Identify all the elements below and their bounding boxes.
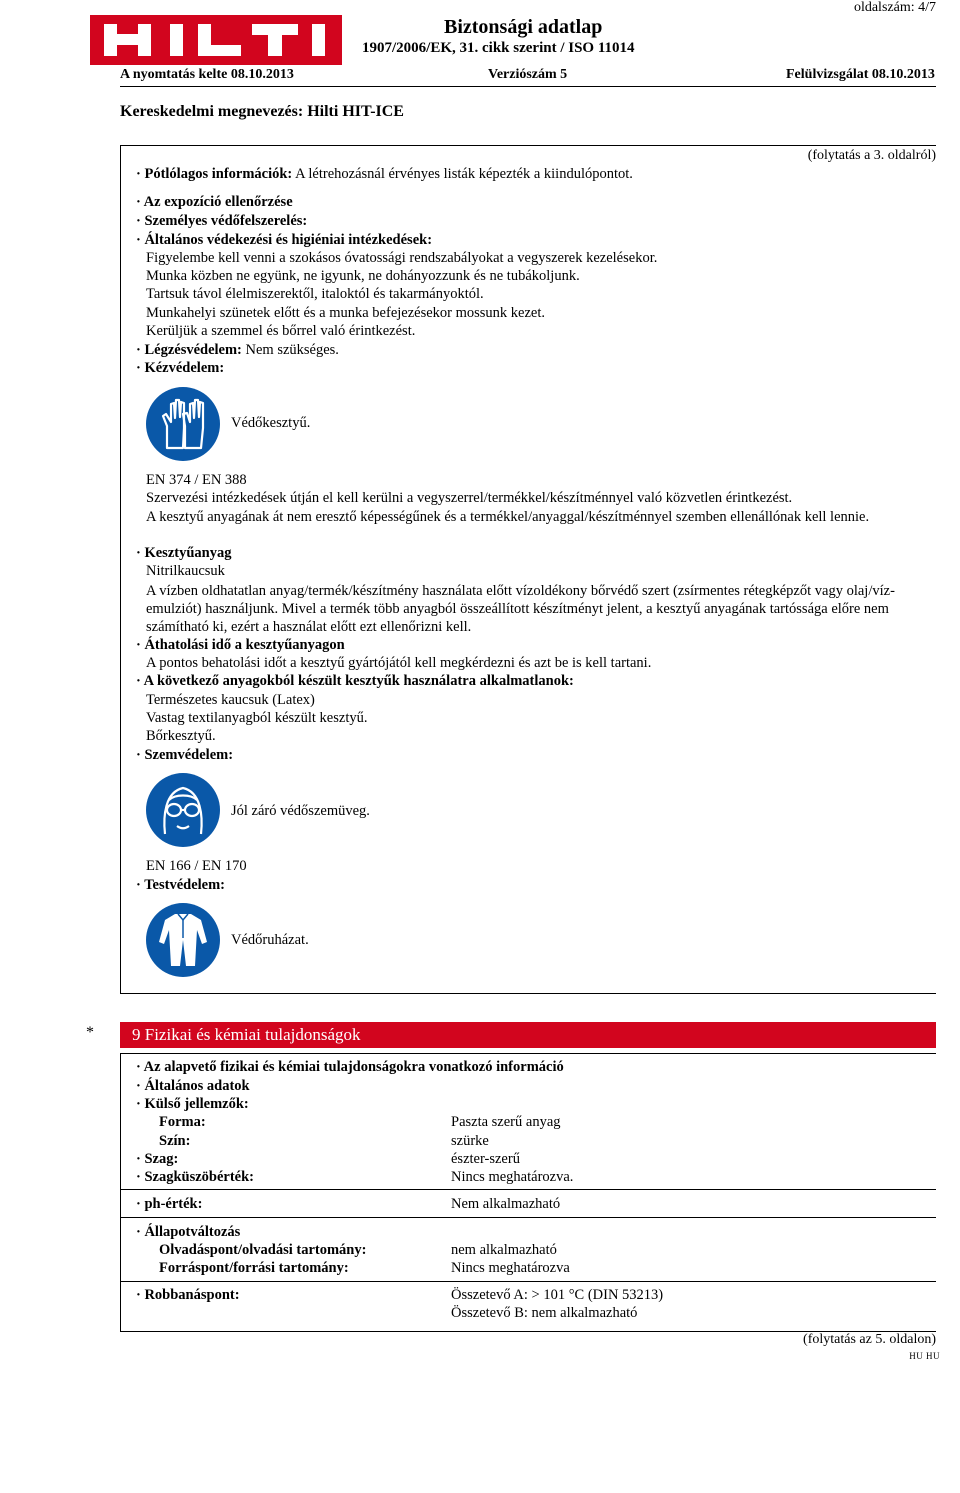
section-9-title: 9 Fizikai és kémiai tulajdonságok: [132, 1025, 361, 1044]
glove-material-paragraph: A vízben oldhatatlan anyag/termék/készítmény használata előtt vízoldékony bőrvédő szert (zsírmentes rétegképzőt vagy olaj/víz-emulziót) használjunk. Mivel a termék több anyagból összeállított készítményt jelent, a kesztyű anyagának tartóssága előre nem számítható ki, ezért a használat előtt ezt ellenőrizni kell.: [146, 583, 895, 635]
general-measure-line: Figyelembe kell venni a szokásos óvatossági rendszabályokat a vegyszerek kezelésekor.: [146, 250, 658, 266]
change-marker: *: [86, 1024, 94, 1041]
boiling-point-label: Forráspont/forrási tartomány:: [159, 1260, 349, 1276]
hand-standard: EN 374 / EN 388: [146, 472, 247, 488]
body-protection-heading: · Testvédelem:: [136, 877, 226, 893]
additional-info-label: · Pótlólagos információk:: [136, 166, 293, 182]
continued-to: (folytatás az 5. oldalon): [803, 1332, 936, 1347]
general-measure-line: Munkahelyi szünetek előtt és a munka befejezésekor mossunk kezet.: [146, 305, 546, 321]
organisational-measures: Szervezési intézkedések útján el kell kerülni a vegyszerrel/termékkel/készítménnyel való közvetlen érintkezést.: [146, 490, 793, 506]
hilti-logo: [90, 15, 342, 65]
additional-info: [136, 166, 633, 183]
revision-date: Felülvizsgálat 08.10.2013: [786, 67, 935, 82]
coverall-caption: Védőruházat.: [231, 932, 309, 948]
breakthrough-text: A pontos behatolási időt a kesztyű gyártójától kell megkérdezni és azt be is kell tartani.: [146, 655, 652, 671]
respiratory-label: · Légzésvédelem:: [136, 342, 242, 358]
row-divider: [120, 1281, 936, 1282]
eye-protection-heading: · Szemvédelem:: [136, 747, 234, 763]
odor-threshold-value: Nincs meghatározva.: [451, 1169, 574, 1185]
page-number: oldalszám: 4/7: [853, 0, 936, 15]
ph-label: · ph-érték:: [136, 1196, 203, 1212]
odor-value: észter-szerű: [451, 1151, 520, 1167]
respiratory-protection: [136, 342, 339, 359]
state-change-heading: · Állapotváltozás: [136, 1224, 241, 1240]
explosion-point-label: · Robbanáspont:: [136, 1287, 240, 1303]
melting-point-value: nem alkalmazható: [451, 1242, 557, 1258]
section-frame-top: [120, 145, 936, 146]
section-9-title-bar: [120, 1022, 936, 1048]
section9-frame-left: [120, 1053, 121, 1331]
row-divider: [120, 1217, 936, 1218]
coverall-icon: [145, 902, 221, 978]
unsuitable-gloves-heading: · A következő anyagokból készült kesztyűk használatra alkalmatlanok:: [136, 673, 574, 689]
respiratory-value: Nem szükséges.: [245, 342, 339, 358]
general-measure-line: Kerüljük a szemmel és bőrrel való érintkezést.: [146, 323, 416, 339]
glove-material-value: Nitrilkaucsuk: [146, 563, 225, 579]
goggles-caption: Jól záró védőszemüveg.: [231, 803, 370, 819]
trade-name: [120, 103, 404, 121]
goggles-icon: [145, 772, 221, 848]
ppe-heading: · Személyes védőfelszerelés:: [136, 213, 308, 229]
footer-language: HU HU: [909, 1351, 940, 1361]
continued-from: (folytatás a 3. oldalról): [807, 148, 936, 163]
regulation-reference: 1907/2006/EK, 31. cikk szerint / ISO 11014: [362, 40, 635, 56]
section9-frame-top: [120, 1053, 936, 1054]
hand-protection-heading: · Kézvédelem:: [136, 360, 225, 376]
general-measure-line: Munka közben ne együnk, ne igyunk, ne dohányozzunk és ne tubákoljunk.: [146, 268, 580, 284]
odor-threshold-label: · Szagküszöbérték:: [136, 1169, 255, 1185]
color-label: Szín:: [159, 1133, 191, 1149]
document-title: Biztonsági adatlap: [444, 16, 603, 38]
general-measures-heading: · Általános védekezési és higiéniai intézkedések:: [136, 232, 433, 248]
version-number: Verziószám 5: [488, 67, 568, 82]
appearance-heading: · Külső jellemzők:: [136, 1096, 249, 1112]
exposure-control-heading: · Az expozíció ellenőrzése: [136, 194, 293, 210]
gloves-caption: Védőkesztyű.: [231, 415, 311, 431]
trade-name-value: Hilti HIT-ICE: [307, 103, 404, 120]
melting-point-label: Olvadáspont/olvadási tartomány:: [159, 1242, 367, 1258]
ph-value: Nem alkalmazható: [451, 1196, 561, 1212]
breakthrough-heading: · Áthatolási idő a kesztyűanyagon: [136, 637, 345, 653]
unsuitable-glove-item: Bőrkesztyű.: [146, 728, 216, 744]
trade-name-label: Kereskedelmi megnevezés:: [120, 103, 304, 120]
gloves-icon: [145, 386, 221, 462]
section-frame-left: [120, 145, 121, 993]
general-measure-line: Tartsuk távol élelmiszerektől, italoktól és takarmányoktól.: [146, 286, 484, 302]
form-value: Paszta szerű anyag: [451, 1114, 561, 1130]
eye-standard: EN 166 / EN 170: [146, 858, 247, 874]
glove-material-requirement: A kesztyű anyagának át nem eresztő képességűnek és a termékkel/anyaggal/készítménnyel szemben ellenállónak kell lennie.: [146, 509, 870, 525]
glove-material-heading: · Kesztyűanyag: [136, 545, 232, 561]
section-frame-bottom: [120, 993, 936, 994]
boiling-point-value: Nincs meghatározva: [451, 1260, 570, 1276]
unsuitable-glove-item: Vastag textilanyagból készült kesztyű.: [146, 710, 368, 726]
header-divider: [120, 86, 936, 87]
print-date: A nyomtatás kelte 08.10.2013: [120, 67, 294, 82]
row-divider: [120, 1189, 936, 1190]
unsuitable-glove-item: Természetes kaucsuk (Latex): [146, 692, 315, 708]
basic-properties-heading: · Az alapvető fizikai és kémiai tulajdonságokra vonatkozó információ: [136, 1059, 564, 1075]
explosion-point-value-b: Összetevő B: nem alkalmazható: [451, 1305, 638, 1321]
form-label: Forma:: [159, 1114, 206, 1130]
color-value: szürke: [451, 1133, 489, 1149]
general-data-heading: · Általános adatok: [136, 1078, 250, 1094]
explosion-point-value-a: Összetevő A: > 101 °C (DIN 53213): [451, 1287, 664, 1303]
odor-label: · Szag:: [136, 1151, 179, 1167]
additional-info-text: A létrehozásnál érvényes listák képezték a kiindulópontot.: [295, 166, 633, 182]
